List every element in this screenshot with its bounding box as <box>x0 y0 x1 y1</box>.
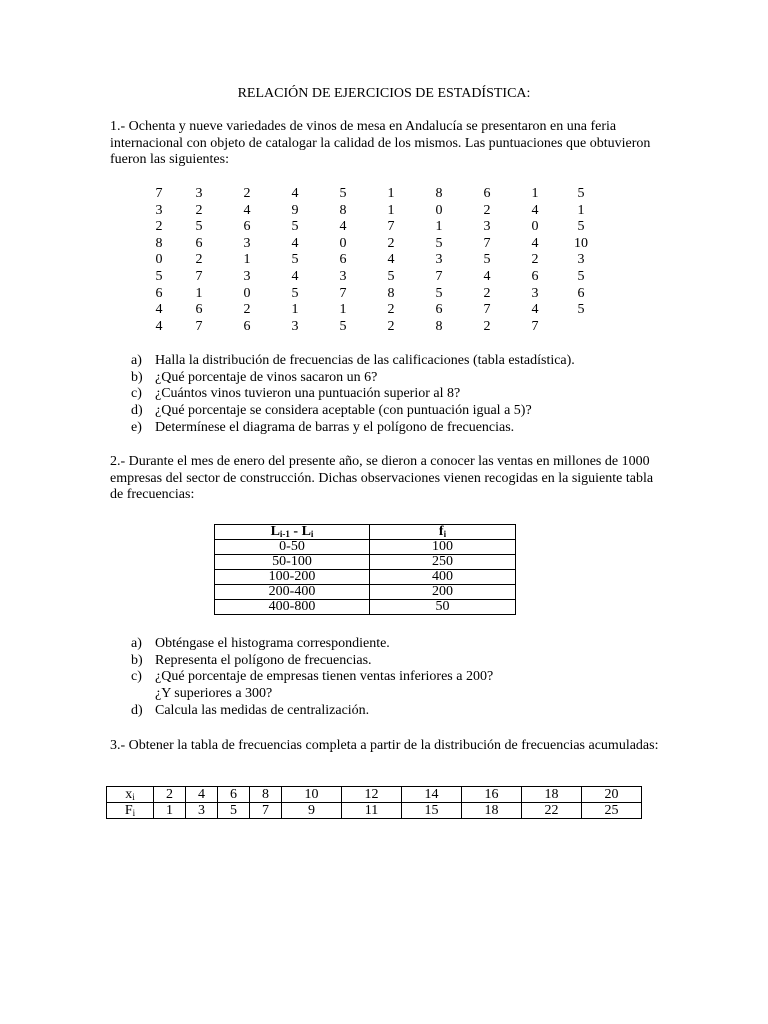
score-cell: 4 <box>531 202 539 218</box>
score-cell: 5 <box>435 285 443 301</box>
score-cell: 0 <box>435 202 443 218</box>
document-title: RELACIÓN DE EJERCICIOS DE ESTADÍSTICA: <box>237 86 531 101</box>
x-value-cell: 14 <box>402 787 462 803</box>
score-cell: 0 <box>155 252 163 268</box>
score-cell: 4 <box>291 186 299 201</box>
score-cell: 1 <box>243 252 251 268</box>
question-item <box>131 686 493 703</box>
score-cell: 8 <box>387 285 395 301</box>
score-cell: 2 <box>483 285 491 301</box>
cumulative-frequency-table <box>106 786 642 819</box>
score-cell: 2 <box>483 202 491 218</box>
question-text: ¿Cuántos vinos tuvieron una puntuación superior al 8? <box>155 386 461 402</box>
score-cell: 2 <box>243 186 251 201</box>
score-cell: 1 <box>387 202 395 218</box>
score-cell <box>568 319 594 336</box>
x-value-cell: 8 <box>250 787 282 803</box>
score-cell: 2 <box>387 302 395 318</box>
question-label: c) <box>131 669 142 685</box>
question-item <box>131 420 575 437</box>
question-label: a) <box>131 636 142 651</box>
exercise-1-questions <box>131 353 575 436</box>
question-label: b) <box>131 652 143 668</box>
score-cell: 7 <box>531 318 539 334</box>
score-cell: 3 <box>243 269 251 284</box>
question-label: d) <box>131 702 143 718</box>
score-cell: 2 <box>155 219 163 235</box>
score-cell: 1 <box>339 302 347 318</box>
table-row <box>215 540 516 555</box>
sales-frequency-table <box>214 524 516 615</box>
exercise-1-intro: 1.- Ochenta y nueve variedades de vinos de mesa en Andalucía se presentaron en una feria internacional con objeto de catalogar la calidad de los mismos. Las puntuaciones que obtuvieron fueron las siguientes: <box>110 119 651 167</box>
table-row <box>215 570 516 585</box>
score-cell: 7 <box>483 235 491 251</box>
x-value-cell: 10 <box>282 787 342 803</box>
score-cell: 5 <box>387 269 395 284</box>
question-text: Representa el polígono de frecuencias. <box>155 652 372 668</box>
cumulative-value-cell: 22 <box>522 803 582 819</box>
question-text: ¿Y superiores a 300? <box>155 686 273 702</box>
question-text: Calcula las medidas de centralización. <box>155 702 370 718</box>
score-cell: 7 <box>483 302 491 318</box>
score-cell: 4 <box>339 219 347 235</box>
score-cell: 4 <box>483 269 491 284</box>
frequency-cell: 250 <box>370 555 516 570</box>
cumulative-value-cell: 11 <box>342 803 402 819</box>
score-cell: 1 <box>387 186 395 201</box>
question-label: c) <box>131 386 142 402</box>
interval-cell: 100-200 <box>215 570 370 585</box>
question-item <box>131 403 575 420</box>
score-cell: 6 <box>195 235 203 251</box>
score-cell: 4 <box>243 202 251 218</box>
score-cell: 8 <box>339 202 347 218</box>
frequency-header: $f_i$ <box>370 525 516 540</box>
score-cell: 9 <box>291 202 299 218</box>
x-value-cell: 18 <box>522 787 582 803</box>
frequency-cell: 200 <box>370 585 516 600</box>
score-cell: 6 <box>531 269 539 284</box>
interval-cell: 50-100 <box>215 555 370 570</box>
score-cell: 6 <box>339 252 347 268</box>
score-cell: 1 <box>435 219 443 235</box>
score-cell: 4 <box>531 235 539 251</box>
score-cell: 3 <box>339 269 347 284</box>
F-row-label: $F_i$ <box>107 803 154 819</box>
score-cell: 5 <box>195 219 203 235</box>
score-cell: 1 <box>531 186 539 201</box>
x-value-cell: 6 <box>218 787 250 803</box>
question-text: ¿Qué porcentaje de empresas tienen ventas inferiores a 200? <box>155 669 494 685</box>
table-row <box>215 585 516 600</box>
score-cell: 3 <box>291 318 299 334</box>
x-values-row <box>107 787 642 803</box>
score-cell: 7 <box>155 186 163 201</box>
score-cell: 3 <box>483 219 491 235</box>
cumulative-value-cell: 5 <box>218 803 250 819</box>
interval-header: $L_{i-1} - L_i$ <box>215 525 370 540</box>
table-header-row <box>215 525 516 540</box>
score-cell: 6 <box>243 219 251 235</box>
table-row <box>215 555 516 570</box>
score-cell: 6 <box>195 302 203 318</box>
x-value-cell: 4 <box>186 787 218 803</box>
question-item <box>131 703 493 720</box>
x-value-cell: 2 <box>154 787 186 803</box>
score-cell: 6 <box>243 318 251 334</box>
question-item <box>131 669 493 686</box>
score-cell: 2 <box>195 252 203 268</box>
table-row <box>215 600 516 615</box>
score-cell: 3 <box>531 285 539 301</box>
question-label: d) <box>131 403 143 419</box>
score-cell: 2 <box>195 202 203 218</box>
cumulative-value-cell: 18 <box>462 803 522 819</box>
score-cell: 7 <box>339 285 347 301</box>
score-cell: 8 <box>435 318 443 334</box>
score-cell: 1 <box>195 285 203 301</box>
score-cell: 4 <box>291 269 299 284</box>
interval-cell: 0-50 <box>215 540 370 555</box>
score-cell: 6 <box>155 285 163 301</box>
score-cell: 6 <box>483 186 491 201</box>
cumulative-values-row <box>107 803 642 819</box>
score-cell: 10 <box>574 235 588 251</box>
cumulative-value-cell: 3 <box>186 803 218 819</box>
cumulative-value-cell: 1 <box>154 803 186 819</box>
score-cell: 6 <box>435 302 443 318</box>
question-text: Determínese el diagrama de barras y el polígono de frecuencias. <box>155 419 515 435</box>
question-item <box>131 636 493 653</box>
score-cell: 4 <box>155 302 163 318</box>
x-row-label: $x_i$ <box>107 787 154 803</box>
question-item <box>131 370 575 387</box>
score-cell: 8 <box>435 186 443 201</box>
score-cell: 7 <box>387 219 395 235</box>
exercise-3-intro: 3.- Obtener la tabla de frecuencias completa a partir de la distribución de frecuencias acumuladas: <box>110 738 659 753</box>
frequency-cell: 100 <box>370 540 516 555</box>
score-cell: 0 <box>339 235 347 251</box>
frequency-cell: 400 <box>370 570 516 585</box>
question-text: ¿Qué porcentaje se considera aceptable (con puntuación igual a 5)? <box>155 403 532 419</box>
score-cell: 1 <box>577 202 585 218</box>
cumulative-value-cell: 15 <box>402 803 462 819</box>
score-cell: 4 <box>291 235 299 251</box>
score-cell: 3 <box>435 252 443 268</box>
frequency-cell: 50 <box>370 600 516 615</box>
question-text: ¿Qué porcentaje de vinos sacaron un 6? <box>155 369 378 385</box>
x-value-cell: 20 <box>582 787 642 803</box>
cumulative-value-cell: 7 <box>250 803 282 819</box>
score-cell: 4 <box>387 252 395 268</box>
score-cell: 0 <box>243 285 251 301</box>
score-cell: 6 <box>577 285 585 301</box>
cumulative-value-cell: 25 <box>582 803 642 819</box>
exercise-2-intro: 2.- Durante el mes de enero del presente año, se dieron a conocer las ventas en millones de 1000 empresas del sector de construcción. Dichas observaciones vienen recogidas en la siguiente tabla de frecuencias: <box>110 454 654 502</box>
question-item <box>131 386 575 403</box>
score-cell: 0 <box>531 219 539 235</box>
cumulative-value-cell: 9 <box>282 803 342 819</box>
score-cell: 5 <box>577 302 585 318</box>
exercise-2-questions <box>131 636 493 719</box>
question-text: Halla la distribución de frecuencias de las calificaciones (tabla estadística). <box>155 353 575 368</box>
x-value-cell: 12 <box>342 787 402 803</box>
score-cell: 5 <box>577 269 585 284</box>
score-cell: 5 <box>291 252 299 268</box>
question-text: Obténgase el histograma correspondiente. <box>155 636 390 651</box>
score-cell: 2 <box>243 302 251 318</box>
score-cell: 8 <box>155 235 163 251</box>
score-cell: 5 <box>339 318 347 334</box>
score-cell: 5 <box>155 269 163 284</box>
score-cell: 2 <box>531 252 539 268</box>
score-cell: 7 <box>195 269 203 284</box>
question-item <box>131 353 575 370</box>
score-cell: 3 <box>195 186 203 201</box>
question-item <box>131 653 493 670</box>
score-cell: 4 <box>531 302 539 318</box>
question-label: b) <box>131 369 143 385</box>
score-cell: 2 <box>387 235 395 251</box>
score-cell: 3 <box>155 202 163 218</box>
score-cell: 1 <box>291 302 299 318</box>
question-label: a) <box>131 353 142 368</box>
score-cell: 5 <box>291 219 299 235</box>
score-cell: 2 <box>387 318 395 334</box>
question-label: e) <box>131 419 142 435</box>
score-cell: 5 <box>291 285 299 301</box>
score-cell: 5 <box>483 252 491 268</box>
interval-cell: 400-800 <box>215 600 370 615</box>
score-cell: 7 <box>435 269 443 284</box>
score-cell: 3 <box>243 235 251 251</box>
score-cell: 7 <box>195 318 203 334</box>
score-cell: 5 <box>577 219 585 235</box>
score-cell: 3 <box>577 252 585 268</box>
score-cell: 5 <box>339 186 347 201</box>
x-value-cell: 16 <box>462 787 522 803</box>
score-cell: 5 <box>435 235 443 251</box>
interval-cell: 200-400 <box>215 585 370 600</box>
score-cell: 4 <box>155 318 163 334</box>
score-cell: 2 <box>483 318 491 334</box>
score-cell: 5 <box>577 186 585 201</box>
